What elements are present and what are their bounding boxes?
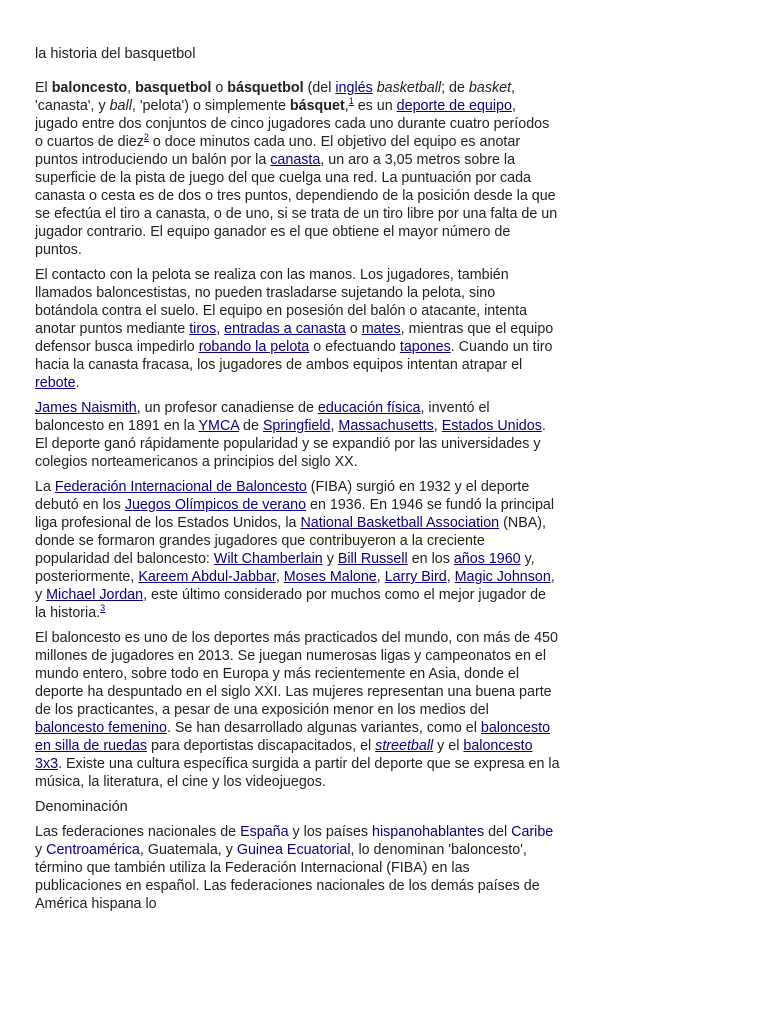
link-guinea-ecuatorial[interactable]: Guinea Ecuatorial	[236, 842, 351, 858]
text-run: , este último considerado por muchos como el mejor jugador de la historia.	[35, 587, 546, 621]
text-run: , 'pelota') o simplemente	[131, 98, 290, 114]
link-juegos-olimpicos[interactable]: Juegos Olímpicos de verano	[124, 497, 307, 513]
text-run: , jugado entre dos conjuntos de cinco jugadores cada uno durante cuatro períodos o cuartos de diez	[35, 98, 550, 150]
text-run: y	[322, 551, 338, 567]
term-baloncesto: baloncesto	[51, 80, 128, 96]
text-run: (del	[303, 80, 336, 96]
link-bill-russell[interactable]: Bill Russell	[337, 551, 408, 567]
text-run: en 1936. En 1946 se fundó la principal liga profesional de los Estados Unidos, la	[35, 497, 555, 531]
link-nba[interactable]: National Basketball Association	[300, 515, 500, 531]
link-ymca[interactable]: YMCA	[198, 418, 240, 434]
text-run: , mientras que el equipo defensor busca impedirlo	[35, 321, 554, 355]
term-basquetbol: basquetbol	[135, 80, 212, 96]
term-ball: ball	[109, 98, 132, 114]
section-heading: Denominación	[35, 799, 128, 815]
text-run: ,	[330, 418, 339, 434]
document-title: la historia del basquetbol	[35, 46, 196, 62]
link-silla-de-ruedas[interactable]: baloncesto en silla de ruedas	[35, 720, 551, 754]
text-run: y el	[433, 738, 464, 754]
link-moses-malone[interactable]: Moses Malone	[283, 569, 377, 585]
link-baloncesto-femenino[interactable]: baloncesto femenino	[35, 720, 167, 736]
link-ingles[interactable]: inglés	[335, 80, 373, 96]
text-run: El baloncesto es uno de los deportes más practicados del mundo, con más de 450 millones de jugadores en 2013. Se juegan numerosas ligas y campeonatos en el mundo entero, sobre todo en Europa y más recientemente en Asia, donde el deporte ha despuntado en el siglo XXI. Las mujeres representan una buena parte de los practicantes, a pesar de una exposición menor en los medios del	[35, 630, 558, 718]
paragraph-rules	[35, 266, 560, 392]
text-run: . Existe una cultura específica surgida a partir del deporte que se expresa en la música, la literatura, el cine y los videojuegos.	[35, 756, 560, 790]
text-run: o efectuando	[309, 339, 400, 355]
paragraph-fiba-nba	[35, 478, 560, 622]
link-springfield[interactable]: Springfield	[262, 418, 331, 434]
text-run: ; de	[441, 80, 469, 96]
term-basquet: básquet	[289, 98, 345, 114]
text-run: del	[484, 824, 512, 840]
link-caribe[interactable]: Caribe	[511, 824, 554, 840]
text-run: (FIBA) surgió en 1932 y el deporte debutó en los	[35, 479, 530, 513]
link-magic-johnson[interactable]: Magic Johnson	[454, 569, 551, 585]
text-run: ,	[344, 98, 349, 114]
reference-1-link[interactable]: 1	[348, 96, 354, 107]
text-run: , inventó el baloncesto en 1891 en la	[35, 400, 490, 434]
link-hispanohablantes[interactable]: hispanohablantes	[372, 824, 485, 840]
text-run: ,	[376, 569, 385, 585]
link-fiba[interactable]: Federación Internacional de Baloncesto	[54, 479, 307, 495]
text-run: Las federaciones nacionales de	[35, 824, 241, 840]
link-robando-la-pelota[interactable]: robando la pelota	[198, 339, 310, 355]
text-run: es un	[353, 98, 397, 114]
text-run: o	[211, 80, 228, 96]
link-rebote[interactable]: rebote	[35, 375, 76, 391]
text-run: , 'canasta', y	[35, 80, 516, 114]
text-run: La	[35, 479, 55, 495]
link-larry-bird[interactable]: Larry Bird	[384, 569, 447, 585]
term-basketball: basketball	[376, 80, 442, 96]
link-centroamerica[interactable]: Centroamérica	[46, 842, 140, 858]
paragraph-naming	[35, 823, 560, 913]
link-anos-1960[interactable]: años 1960	[453, 551, 521, 567]
paragraph-popularity	[35, 629, 560, 791]
link-wilt-chamberlain[interactable]: Wilt Chamberlain	[213, 551, 323, 567]
link-educacion-fisica[interactable]: educación física	[317, 400, 421, 416]
paragraph-intro	[35, 79, 560, 259]
text-run: , Guatemala, y	[139, 842, 237, 858]
link-baloncesto-3x3[interactable]: baloncesto 3x3	[35, 738, 533, 772]
term-basquetbol-accent: básquetbol	[227, 80, 304, 96]
link-deporte-de-equipo[interactable]: deporte de equipo	[396, 98, 512, 114]
text-run: , un aro a 3,05 metros sobre la superficie de la pista de juego del que cuelga una red. La puntuación por cada canasta o cesta es de dos o tres puntos, dependiendo de la posición desde la que se efectúa el tiro a canasta, o de uno, si se trata de un tiro libre por una falta de un jugador contrario. El equipo ganador es el que obtiene el mayor número de puntos.	[35, 152, 558, 258]
reference-2-link[interactable]: 2	[143, 132, 149, 143]
text-run: ,	[216, 321, 225, 337]
link-tiros[interactable]: tiros	[189, 321, 217, 337]
paragraph-origin	[35, 399, 560, 471]
text-run: El contacto con la pelota se realiza con las manos. Los jugadores, también llamados baloncestistas, no pueden trasladarse sujetando la pelota, sino botándola contra el suelo. El equipo en posesión del balón o atacante, intenta anotar puntos mediante	[35, 267, 528, 337]
text-run: de	[239, 418, 263, 434]
term-basket: basket	[468, 80, 512, 96]
link-streetball[interactable]: streetball	[375, 738, 434, 754]
link-james-naismith[interactable]: James Naismith	[35, 400, 137, 416]
text-run: para deportistas discapacitados, el	[147, 738, 376, 754]
text-run: y	[35, 842, 47, 858]
link-michael-jordan[interactable]: Michael Jordan	[46, 587, 144, 603]
text-run: (NBA), donde se formaron grandes jugadores que contribuyeron a la creciente popularidad del baloncesto:	[35, 515, 547, 567]
text-run: . Se han desarrollado algunas variantes, como el	[166, 720, 481, 736]
text-run: ,	[127, 80, 136, 96]
text-run: ,	[433, 418, 442, 434]
link-espana[interactable]: España	[240, 824, 289, 840]
link-kareem-abdul-jabbar[interactable]: Kareem Abdul-Jabbar	[138, 569, 276, 585]
link-massachusetts[interactable]: Massachusetts	[338, 418, 434, 434]
text-run: , un profesor canadiense de	[136, 400, 318, 416]
text-run: ,	[275, 569, 284, 585]
text-run: o	[345, 321, 362, 337]
link-estados-unidos[interactable]: Estados Unidos	[441, 418, 542, 434]
text-run: en los	[407, 551, 454, 567]
text-run: y los países	[288, 824, 373, 840]
text-run: .	[75, 375, 80, 391]
link-entradas-a-canasta[interactable]: entradas a canasta	[224, 321, 346, 337]
link-canasta[interactable]: canasta	[270, 152, 321, 168]
text-run: y, posteriormente,	[35, 551, 535, 585]
text-run: , lo denominan 'baloncesto', término que también utiliza la Federación Internacional (FIBA) en las publicaciones en español. Las federaciones nacionales de los demás países de América hispana lo	[35, 842, 540, 912]
text-run: . Cuando un tiro hacia la canasta fracasa, los jugadores de ambos equipos intentan atrapar el	[35, 339, 553, 373]
text-run: o doce minutos cada uno. El objetivo del equipo es anotar puntos introduciendo un balón por la	[35, 134, 521, 168]
link-mates[interactable]: mates	[361, 321, 401, 337]
link-tapones[interactable]: tapones	[399, 339, 451, 355]
text-run: , y	[35, 569, 555, 603]
text-run: El	[35, 80, 52, 96]
text-run: ,	[446, 569, 455, 585]
text-run: . El deporte ganó rápidamente popularidad y se expandió por las universidades y colegios norteamericanos a principios del siglo XX.	[35, 418, 546, 470]
reference-3-link[interactable]: 3	[100, 603, 106, 614]
